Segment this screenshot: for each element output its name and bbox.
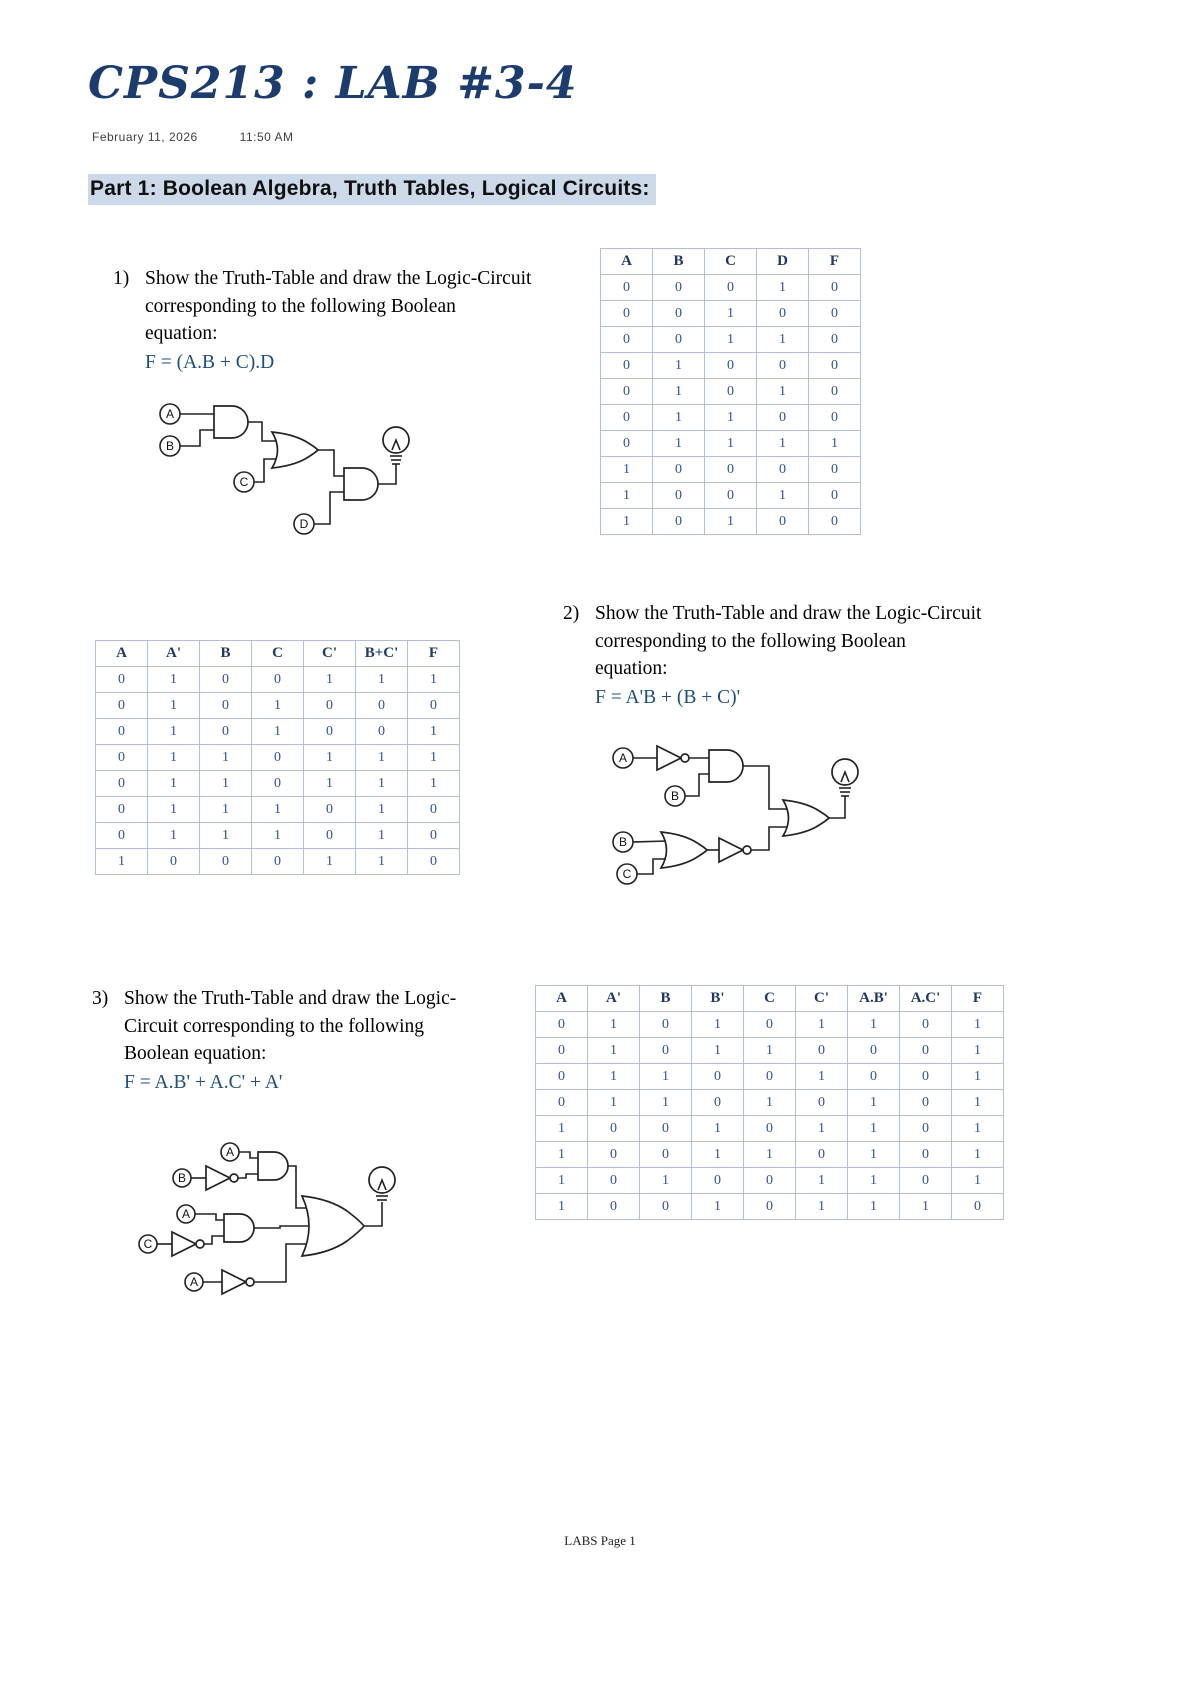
- header-row: [96, 641, 460, 667]
- table-row: [601, 353, 861, 379]
- table-cell: 0: [601, 379, 653, 405]
- problem-3: [92, 985, 477, 1097]
- table-row: [601, 405, 861, 431]
- table-cell: 0: [900, 1090, 952, 1116]
- table-cell: 1: [252, 823, 304, 849]
- table-cell: 0: [757, 457, 809, 483]
- table-cell: 0: [408, 797, 460, 823]
- svg-text:A: A: [225, 1145, 235, 1159]
- table-cell: 1: [148, 719, 200, 745]
- table-cell: 1: [356, 823, 408, 849]
- table-cell: 1: [200, 771, 252, 797]
- table-cell: 1: [744, 1038, 796, 1064]
- table-cell: 0: [200, 667, 252, 693]
- table-cell: 0: [252, 667, 304, 693]
- light-bulb-icon: [832, 759, 858, 796]
- table-cell: 0: [356, 719, 408, 745]
- column-header: A': [588, 986, 640, 1012]
- table-cell: 0: [744, 1064, 796, 1090]
- table-cell: 1: [536, 1116, 588, 1142]
- boolean-equation: F = (A.B + C).D: [145, 352, 275, 374]
- problem-number: 1): [113, 268, 130, 289]
- table-cell: 0: [601, 275, 653, 301]
- table-row: [601, 275, 861, 301]
- table-cell: 1: [356, 667, 408, 693]
- table-cell: 0: [96, 719, 148, 745]
- input-terminal: [613, 832, 633, 852]
- column-header: A': [148, 641, 200, 667]
- table-cell: 1: [200, 797, 252, 823]
- table-cell: 0: [640, 1116, 692, 1142]
- table-cell: 1: [653, 353, 705, 379]
- table-cell: 1: [200, 745, 252, 771]
- table-cell: 1: [356, 849, 408, 875]
- table-cell: 0: [705, 457, 757, 483]
- table-cell: 1: [952, 1038, 1004, 1064]
- table-cell: 0: [757, 509, 809, 535]
- table-cell: 0: [640, 1038, 692, 1064]
- header-row: [601, 249, 861, 275]
- table-cell: 0: [536, 1012, 588, 1038]
- table-cell: 1: [536, 1142, 588, 1168]
- svg-text:B: B: [177, 1171, 187, 1185]
- table-cell: 1: [148, 797, 200, 823]
- table-row: [96, 693, 460, 719]
- table-cell: 1: [757, 327, 809, 353]
- table-cell: 1: [408, 771, 460, 797]
- table-cell: 1: [796, 1116, 848, 1142]
- logic-circuit-1: [152, 398, 422, 553]
- table-cell: 1: [848, 1194, 900, 1220]
- table-cell: 1: [536, 1194, 588, 1220]
- or-gate: [661, 832, 707, 868]
- input-terminal: [160, 404, 180, 424]
- table-cell: 0: [809, 379, 861, 405]
- table-cell: 0: [809, 275, 861, 301]
- table-cell: 0: [757, 301, 809, 327]
- table-cell: 0: [809, 327, 861, 353]
- problem-1: [113, 265, 533, 377]
- table-cell: 1: [848, 1116, 900, 1142]
- table-cell: 0: [601, 301, 653, 327]
- column-header: A.C': [900, 986, 952, 1012]
- not-gate: [222, 1270, 254, 1294]
- table-cell: 1: [588, 1038, 640, 1064]
- table-row: [96, 719, 460, 745]
- table-cell: 0: [588, 1194, 640, 1220]
- input-terminal: [613, 748, 633, 768]
- boolean-equation: F = A'B + (B + C)': [595, 687, 741, 709]
- table-cell: 0: [848, 1038, 900, 1064]
- table-cell: 0: [200, 719, 252, 745]
- table-cell: 0: [601, 327, 653, 353]
- table-cell: 1: [952, 1142, 1004, 1168]
- table-cell: 0: [653, 275, 705, 301]
- table-cell: 1: [692, 1142, 744, 1168]
- table-cell: 1: [148, 823, 200, 849]
- table-cell: 1: [692, 1116, 744, 1142]
- table-cell: 1: [796, 1064, 848, 1090]
- input-terminal: [617, 864, 637, 884]
- table-cell: 0: [536, 1090, 588, 1116]
- table-cell: 1: [653, 379, 705, 405]
- table-cell: 0: [588, 1168, 640, 1194]
- table-cell: 0: [148, 849, 200, 875]
- table-cell: 1: [796, 1012, 848, 1038]
- table-cell: 1: [601, 509, 653, 535]
- not-gate: [172, 1232, 204, 1256]
- svg-text:B: B: [670, 789, 680, 803]
- not-gate: [719, 838, 751, 862]
- table-cell: 0: [536, 1064, 588, 1090]
- truth-table-1: [600, 248, 861, 535]
- table-cell: 1: [588, 1090, 640, 1116]
- table-cell: 1: [809, 431, 861, 457]
- table-cell: 1: [757, 431, 809, 457]
- table-row: [536, 1012, 1004, 1038]
- column-header: C': [304, 641, 356, 667]
- table-cell: 0: [796, 1038, 848, 1064]
- table-cell: 1: [692, 1012, 744, 1038]
- table-cell: 1: [848, 1142, 900, 1168]
- column-header: C: [252, 641, 304, 667]
- table-cell: 1: [356, 771, 408, 797]
- input-terminal: [234, 472, 254, 492]
- or-gate: [272, 432, 318, 468]
- table-cell: 1: [200, 823, 252, 849]
- table-row: [96, 771, 460, 797]
- table-cell: 0: [536, 1038, 588, 1064]
- table-cell: 1: [757, 379, 809, 405]
- table-cell: 0: [757, 405, 809, 431]
- table-cell: 1: [952, 1064, 1004, 1090]
- table-cell: 1: [653, 405, 705, 431]
- svg-text:C: C: [622, 867, 632, 881]
- svg-text:A: A: [618, 751, 628, 765]
- table-cell: 0: [200, 849, 252, 875]
- table-row: [96, 823, 460, 849]
- svg-text:A: A: [189, 1275, 199, 1289]
- problem-text: Show the Truth-Table and draw the Logic-Circuit corresponding to the following Boolean equation:: [595, 603, 982, 680]
- table-cell: 1: [757, 483, 809, 509]
- table-cell: 0: [96, 771, 148, 797]
- table-cell: 0: [692, 1168, 744, 1194]
- table-cell: 0: [304, 797, 356, 823]
- input-terminal: [665, 786, 685, 806]
- table-cell: 0: [809, 509, 861, 535]
- input-terminal: [139, 1235, 157, 1253]
- table-cell: 1: [304, 745, 356, 771]
- table-row: [536, 1116, 1004, 1142]
- column-header: B: [653, 249, 705, 275]
- column-header: C': [796, 986, 848, 1012]
- table-cell: 1: [148, 667, 200, 693]
- table-cell: 0: [848, 1064, 900, 1090]
- table-cell: 1: [252, 797, 304, 823]
- table-cell: 0: [588, 1142, 640, 1168]
- light-bulb-icon: [383, 427, 409, 464]
- svg-text:A: A: [165, 407, 175, 421]
- table-row: [96, 849, 460, 875]
- column-header: D: [757, 249, 809, 275]
- table-row: [601, 457, 861, 483]
- input-terminal: [294, 514, 314, 534]
- table-cell: 0: [601, 431, 653, 457]
- table-cell: 1: [148, 693, 200, 719]
- table-cell: 0: [408, 823, 460, 849]
- table-cell: 0: [692, 1090, 744, 1116]
- table-cell: 0: [744, 1194, 796, 1220]
- table-cell: 1: [653, 431, 705, 457]
- or-gate: [302, 1196, 364, 1256]
- table-cell: 0: [252, 745, 304, 771]
- table-row: [601, 379, 861, 405]
- table-row: [536, 1090, 1004, 1116]
- table-cell: 1: [304, 771, 356, 797]
- column-header: B': [692, 986, 744, 1012]
- table-cell: 0: [408, 693, 460, 719]
- table-cell: 1: [848, 1012, 900, 1038]
- table-cell: 1: [356, 797, 408, 823]
- table-cell: 1: [705, 327, 757, 353]
- table-cell: 1: [252, 693, 304, 719]
- page-title: CPS213 : LAB #3-4: [88, 58, 578, 109]
- table-cell: 1: [705, 301, 757, 327]
- table-row: [96, 667, 460, 693]
- table-cell: 1: [952, 1116, 1004, 1142]
- page-footer: LABS Page 1: [564, 1533, 636, 1548]
- table-cell: 0: [408, 849, 460, 875]
- table-cell: 1: [356, 745, 408, 771]
- column-header: C: [705, 249, 757, 275]
- light-bulb-icon: [369, 1167, 395, 1200]
- table-cell: 0: [601, 353, 653, 379]
- table-cell: 0: [304, 823, 356, 849]
- logic-circuit-3: [130, 1138, 420, 1308]
- problem-number: 2): [563, 603, 580, 624]
- table-cell: 0: [744, 1116, 796, 1142]
- table-cell: 1: [588, 1064, 640, 1090]
- table-cell: 0: [653, 483, 705, 509]
- table-cell: 1: [952, 1168, 1004, 1194]
- problem-text: Show the Truth-Table and draw the Logic-Circuit corresponding to the following Boolean equation:: [124, 988, 457, 1065]
- table-cell: 1: [848, 1168, 900, 1194]
- table-cell: 1: [408, 667, 460, 693]
- input-terminal: [160, 436, 180, 456]
- table-cell: 0: [96, 797, 148, 823]
- table-cell: 0: [796, 1142, 848, 1168]
- problem-2: [563, 600, 983, 712]
- logic-circuit-2: [605, 738, 885, 903]
- table-cell: 1: [952, 1090, 1004, 1116]
- column-header: B: [200, 641, 252, 667]
- column-header: A: [601, 249, 653, 275]
- or-gate: [783, 800, 829, 836]
- boolean-equation: F = A.B' + A.C' + A': [124, 1072, 283, 1094]
- table-cell: 0: [601, 405, 653, 431]
- table-row: [601, 431, 861, 457]
- table-cell: 1: [848, 1090, 900, 1116]
- table-cell: 0: [796, 1090, 848, 1116]
- column-header: A: [96, 641, 148, 667]
- table-cell: 0: [744, 1012, 796, 1038]
- table-cell: 0: [653, 457, 705, 483]
- svg-text:B: B: [165, 439, 175, 453]
- table-cell: 0: [900, 1142, 952, 1168]
- table-row: [601, 301, 861, 327]
- table-cell: 1: [952, 1012, 1004, 1038]
- table-cell: 0: [692, 1064, 744, 1090]
- table-row: [601, 509, 861, 535]
- table-cell: 1: [796, 1168, 848, 1194]
- table-cell: 0: [900, 1116, 952, 1142]
- table-cell: 1: [536, 1168, 588, 1194]
- table-cell: 0: [304, 719, 356, 745]
- table-cell: 0: [744, 1168, 796, 1194]
- table-row: [96, 797, 460, 823]
- table-cell: 1: [640, 1090, 692, 1116]
- svg-text:C: C: [239, 475, 249, 489]
- table-cell: 0: [809, 457, 861, 483]
- column-header: C: [744, 986, 796, 1012]
- table-cell: 1: [601, 457, 653, 483]
- table-cell: 0: [653, 301, 705, 327]
- svg-text:B: B: [618, 835, 628, 849]
- table-cell: 1: [408, 719, 460, 745]
- table-cell: 0: [653, 327, 705, 353]
- table-cell: 0: [705, 353, 757, 379]
- table-cell: 1: [588, 1012, 640, 1038]
- column-header: F: [408, 641, 460, 667]
- table-cell: 1: [705, 405, 757, 431]
- truth-table-3: [535, 985, 1004, 1220]
- column-header: A: [536, 986, 588, 1012]
- header-row: [536, 986, 1004, 1012]
- table-cell: 0: [900, 1012, 952, 1038]
- problem-text: Show the Truth-Table and draw the Logic-Circuit corresponding to the following Boolean equation:: [145, 268, 532, 345]
- table-cell: 1: [96, 849, 148, 875]
- table-cell: 1: [692, 1194, 744, 1220]
- and-gate: [224, 1214, 254, 1242]
- table-cell: 0: [757, 353, 809, 379]
- table-cell: 0: [952, 1194, 1004, 1220]
- table-cell: 0: [640, 1012, 692, 1038]
- date-line: [92, 130, 293, 144]
- table-row: [601, 327, 861, 353]
- input-terminal: [185, 1273, 203, 1291]
- input-terminal: [177, 1205, 195, 1223]
- table-cell: 0: [96, 745, 148, 771]
- table-cell: 0: [705, 379, 757, 405]
- column-header: F: [809, 249, 861, 275]
- table-row: [536, 1064, 1004, 1090]
- table-cell: 0: [588, 1116, 640, 1142]
- truth-table-2: [95, 640, 460, 875]
- table-row: [601, 483, 861, 509]
- input-terminal: [173, 1169, 191, 1187]
- table-cell: 0: [96, 667, 148, 693]
- table-cell: 1: [252, 719, 304, 745]
- table-cell: 1: [304, 849, 356, 875]
- table-cell: 0: [252, 849, 304, 875]
- table-cell: 0: [809, 483, 861, 509]
- table-cell: 1: [744, 1142, 796, 1168]
- table-cell: 0: [200, 693, 252, 719]
- not-gate: [657, 746, 689, 770]
- table-cell: 0: [900, 1168, 952, 1194]
- and-gate: [709, 750, 743, 782]
- table-cell: 0: [640, 1142, 692, 1168]
- table-cell: 0: [356, 693, 408, 719]
- input-terminal: [221, 1143, 239, 1161]
- table-cell: 0: [252, 771, 304, 797]
- table-cell: 1: [304, 667, 356, 693]
- table-row: [96, 745, 460, 771]
- table-cell: 0: [809, 353, 861, 379]
- table-cell: 0: [96, 693, 148, 719]
- problem-number: 3): [92, 988, 109, 1009]
- table-cell: 1: [796, 1194, 848, 1220]
- table-cell: 1: [705, 509, 757, 535]
- column-header: F: [952, 986, 1004, 1012]
- table-cell: 0: [304, 693, 356, 719]
- svg-text:C: C: [143, 1237, 153, 1251]
- section-heading: Part 1: Boolean Algebra, Truth Tables, Logical Circuits:: [88, 174, 656, 205]
- not-gate: [206, 1166, 238, 1190]
- column-header: B+C': [356, 641, 408, 667]
- table-cell: 1: [148, 771, 200, 797]
- table-cell: 0: [809, 405, 861, 431]
- table-cell: 1: [640, 1064, 692, 1090]
- table-cell: 1: [705, 431, 757, 457]
- and-gate: [344, 468, 378, 500]
- table-cell: 0: [705, 275, 757, 301]
- table-cell: 0: [900, 1064, 952, 1090]
- svg-text:D: D: [299, 517, 309, 531]
- table-cell: 1: [744, 1090, 796, 1116]
- table-cell: 1: [692, 1038, 744, 1064]
- table-cell: 1: [640, 1168, 692, 1194]
- creation-date: February 11, 2026: [92, 130, 198, 144]
- table-cell: 1: [601, 483, 653, 509]
- and-gate: [214, 406, 248, 438]
- and-gate: [258, 1152, 288, 1180]
- creation-time: 11:50 AM: [239, 130, 294, 144]
- table-cell: 0: [96, 823, 148, 849]
- table-cell: 0: [640, 1194, 692, 1220]
- table-cell: 1: [148, 745, 200, 771]
- column-header: A.B': [848, 986, 900, 1012]
- table-cell: 1: [408, 745, 460, 771]
- table-row: [536, 1038, 1004, 1064]
- svg-text:A: A: [181, 1207, 191, 1221]
- table-row: [536, 1168, 1004, 1194]
- table-cell: 0: [900, 1038, 952, 1064]
- table-cell: 1: [757, 275, 809, 301]
- table-cell: 1: [900, 1194, 952, 1220]
- column-header: B: [640, 986, 692, 1012]
- table-cell: 0: [705, 483, 757, 509]
- table-cell: 0: [809, 301, 861, 327]
- table-row: [536, 1142, 1004, 1168]
- table-cell: 0: [653, 509, 705, 535]
- table-row: [536, 1194, 1004, 1220]
